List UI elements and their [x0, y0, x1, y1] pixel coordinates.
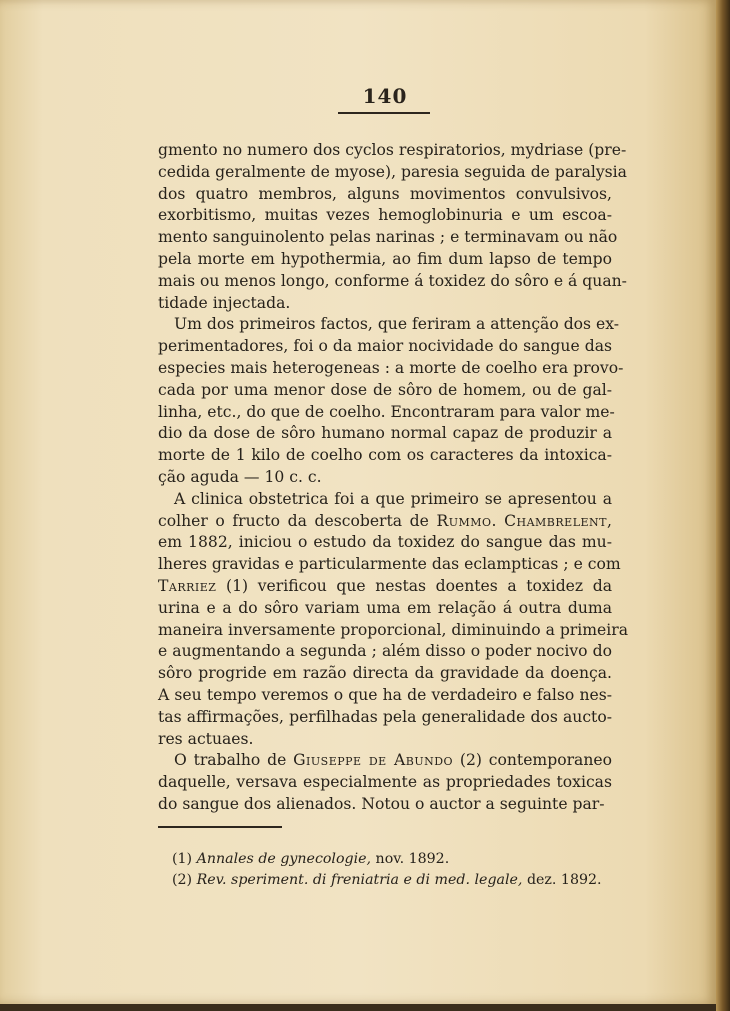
text-line	[158, 358, 624, 380]
text-line	[158, 402, 615, 424]
text-run: cedida geralmente de myose), paresia seguida de paralysia	[158, 162, 627, 181]
text-line	[158, 162, 627, 184]
footnote-reference: Rev. speriment. di freniatria e di med. legale,	[196, 872, 523, 888]
text-run: perimentadores, foi o da maior nocividade do sangue das	[158, 337, 612, 356]
text-line	[158, 423, 612, 445]
body-text	[158, 140, 628, 816]
text-run: tidade injectada.	[158, 293, 291, 312]
text-line	[158, 576, 612, 598]
footnotes	[172, 849, 612, 891]
text-line	[158, 380, 612, 402]
text-run: gmento no numero dos cyclos respiratorios, mydriase (pre-	[158, 141, 627, 159]
text-line	[158, 641, 612, 663]
text-run: A clinica obstetrica foi a que primeiro se apresentou a	[174, 489, 612, 508]
text-line	[158, 620, 628, 642]
text-line	[158, 532, 612, 554]
text-run: em 1882, iniciou o estudo da toxidez do sangue das mu-	[158, 533, 612, 552]
footnote	[172, 849, 612, 870]
text-line	[158, 772, 612, 794]
text-line	[158, 293, 612, 315]
header-rule	[338, 112, 430, 114]
text-run: linha, etc., do que de coelho. Encontraram para valor me-	[158, 402, 615, 421]
text-run: ,	[607, 511, 612, 530]
footnote	[172, 870, 612, 891]
text-line	[158, 227, 618, 249]
text-run: maneira inversamente proporcional, diminuindo a primeira	[158, 620, 628, 639]
text-line	[158, 750, 612, 772]
text-run: dos quatro membros, alguns movimentos convulsivos,	[158, 184, 612, 203]
page-number: 140	[362, 84, 408, 108]
text-run: ção aguda — 10 c. c.	[158, 467, 322, 486]
text-run: mais ou menos longo, conforme á toxidez do sôro e á quan-	[158, 271, 627, 290]
text-run: Um dos primeiros factos, que feriram a attenção dos ex-	[174, 315, 620, 334]
author-name: Rummo	[436, 511, 492, 530]
text-run: mento sanguinolento pelas narinas ; e terminavam ou não	[158, 228, 618, 247]
footnote-date: nov. 1892.	[371, 851, 450, 867]
text-run: .	[491, 511, 505, 530]
footnote-mark: (1)	[172, 851, 193, 867]
text-line	[158, 140, 627, 162]
text-run: daquelle, versava especialmente as propriedades toxicas	[158, 773, 612, 792]
text-line	[158, 794, 612, 816]
text-line	[158, 663, 612, 685]
text-run: res actuaes.	[158, 729, 254, 748]
text-line	[158, 271, 627, 293]
text-line	[158, 685, 612, 707]
author-name: Tarriez	[158, 576, 217, 595]
text-run: e augmentando a segunda ; além disso o poder nocivo do	[158, 642, 612, 661]
text-run: exorbitismo, muitas vezes hemoglobinuria e um escoa-	[158, 206, 612, 225]
text-run: morte de 1 kilo de coelho com os caracteres da intoxica-	[158, 446, 612, 465]
text-line	[158, 729, 612, 751]
text-line	[158, 249, 612, 271]
text-line	[158, 445, 612, 467]
footnote-date: dez. 1892.	[522, 872, 602, 888]
text-line	[158, 205, 612, 227]
text-run: O trabalho de	[174, 751, 294, 770]
text-line	[158, 598, 612, 620]
text-run: A seu tempo veremos o que ha de verdadeiro e falso nes-	[158, 685, 612, 704]
text-run: dio da dose de sôro humano normal capaz de produzir a	[158, 424, 612, 443]
text-line	[158, 467, 612, 489]
author-name: Giuseppe de Abundo	[293, 751, 454, 770]
text-line	[158, 184, 612, 206]
text-run: cada por uma menor dose de sôro de homem, ou de gal-	[158, 380, 612, 399]
footnote-rule	[158, 826, 282, 828]
text-run: especies mais heterogeneas : a morte de coelho era provo-	[158, 358, 624, 377]
text-run: (2) contemporaneo	[453, 751, 612, 770]
text-run: lheres gravidas e particularmente das eclampticas ; e com	[158, 555, 621, 574]
author-name: Chambrelent	[504, 511, 608, 530]
text-run: colher o fructo da descoberta de	[158, 511, 437, 530]
text-line	[158, 336, 612, 358]
text-line	[158, 489, 612, 511]
book-spine-edge	[716, 0, 730, 1011]
text-run: urina e a do sôro variam uma em relação á outra duma	[158, 598, 612, 617]
text-line	[158, 314, 620, 336]
text-run: do sangue dos alienados. Notou o auctor a seguinte par-	[158, 794, 605, 813]
footnote-reference: Annales de gynecologie,	[196, 851, 372, 867]
text-line	[158, 511, 612, 533]
text-line	[158, 554, 621, 576]
text-run: (1) verificou que nestas doentes a toxidez da	[216, 576, 612, 595]
text-run: pela morte em hypothermia, ao fim dum lapso de tempo	[158, 249, 612, 268]
text-line	[158, 707, 612, 729]
text-run: sôro progride em razão directa da gravidade da doença.	[158, 664, 612, 683]
footnote-mark: (2)	[172, 872, 193, 888]
text-run: tas affirmações, perfilhadas pela generalidade dos aucto-	[158, 707, 612, 726]
